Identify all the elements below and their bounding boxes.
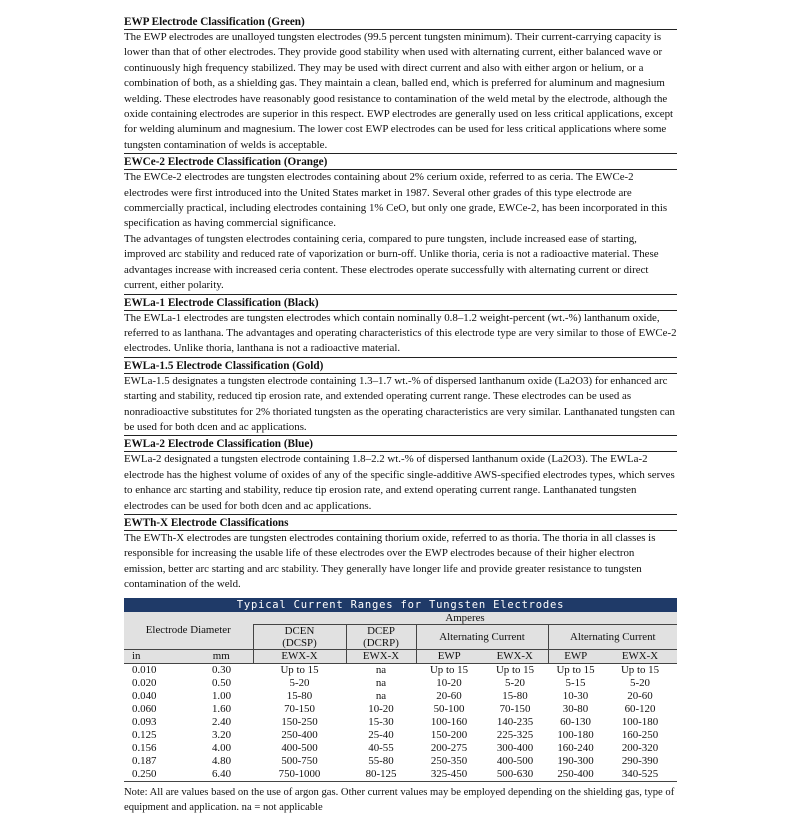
table-row [124,768,677,782]
table-cell: 15-30 [368,716,394,729]
table-cell: 250-400 [281,729,318,742]
table-cell: 100-180 [621,716,659,729]
table-cell: 0.156 [132,742,157,755]
table-cell: Up to 15 [556,664,595,677]
table-cell: 325-450 [416,768,482,782]
section-ewla1 [124,294,677,357]
table-cell: 250-400 [548,768,603,782]
table-row [124,703,677,716]
table-cell: 0.020 [132,677,157,690]
table-cell: 25-40 [368,729,394,742]
table-cell: 0.187 [132,755,157,768]
table-cell: 5-20 [289,677,310,690]
document-page [124,14,677,815]
table-cell: na [375,677,387,690]
section-ewla2 [124,435,677,514]
table-cell: 500-630 [482,768,548,782]
table-cell: 100-180 [557,729,594,742]
section-paragraph: The EWTh-X electrodes are tungsten electrodes containing thorium oxide, referred to as thoria. The thoria in all classes is responsible for increasing the usable life of these electrodes over the EWP electrodes because of their higher electron emission, better arc starting and arc stability. They generally have longer life and provide greater resistance to tungsten contamination of the weld. [124,531,656,591]
table-cell: 0.125 [132,729,157,742]
table-row [124,755,677,768]
table-cell: 70-150 [499,703,531,716]
dcep-subheader: (DCRP) [346,637,416,650]
table-cell: 200-275 [430,742,468,755]
dcen-header: DCEN [253,624,346,637]
table-cell: 140-235 [496,716,534,729]
section-title: EWLa-1 Electrode Classification (Black) [124,295,677,311]
table-cell: 5-15 [565,677,586,690]
table-cell: 6.40 [190,768,253,782]
table-cell: 1.60 [211,703,232,716]
table-cell: 400-500 [496,755,534,768]
table-cell: 225-325 [496,729,534,742]
ac-header-ewp-ewx-2: Alternating Current [548,624,677,649]
table-cell: 750-1000 [253,768,346,782]
table-cell: 10-20 [368,703,394,716]
table-cell: 160-240 [557,742,594,755]
table-cell: 160-250 [621,729,659,742]
table-cell: 50-100 [433,703,465,716]
unit-header: in [124,649,190,663]
section-ewla15 [124,357,677,436]
table-cell: 150-250 [281,716,318,729]
table-cell: 4.00 [211,742,232,755]
section-paragraph: EWLa-2 designated a tungsten electrode containing 1.8–2.2 wt.-% of dispersed lanthanum oxide (La2O3). The EWLa-2 electrode has the highest volume of oxides of any of the specific single-additive AWS-specified electrodes types, which serves to enhance arc starting and stability, reduce tip erosion rate, and extend operating current range. Lanthanated tungsten electrodes can be used for both dcen and ac applications. [124,453,675,512]
electrode-diameter-header: Electrode Diameter [124,612,253,650]
table-cell: 20-60 [627,690,653,703]
table-cell: 100-160 [430,716,468,729]
table-row [124,677,677,690]
section-title: EWLa-1.5 Electrode Classification (Gold) [124,358,677,374]
section-paragraph: The advantages of tungsten electrodes containing ceria, compared to pure tungsten, include increased ease of starting, improved arc stability and reduced rate of vaporization or burn-off. Unlike thoria, ceria is not a radioactive material. These advantages increase with increased ceria content. These electrodes operate successfully with alternating current or direct current, either polarity. [124,232,659,292]
table-cell: 190-300 [557,755,594,768]
section-ewthx [124,514,677,593]
table-cell: 30-80 [562,703,589,716]
section-title: EWP Electrode Classification (Green) [124,14,677,30]
table-row [124,690,677,703]
current-ranges-table [124,598,677,782]
section-paragraph: The EWP electrodes are unalloyed tungsten electrodes (99.5 percent tungsten minimum). Their current-carrying capacity is lower than that of other electrodes. They provide good stability when used with alternating current, either balanced wave or continuously high frequency stabilized. They may be used with direct current and also with either argon or helium, or a combination of both, as a shielding gas. They maintain a clean, balled end, which is preferred for aluminum and magnesium welding. These electrodes have reasonably good resistance to contamination of the weld metal by the electrode, although the oxide containing electrodes are superior in this respect. EWP electrodes are generally used on less critical applications, except for welding aluminum and magnesium. The lower cost EWP electrodes can be used for less critical applications where some tungsten contamination of welds is acceptable. [124,31,674,151]
table-cell: 5-20 [630,677,650,690]
table-cell: 0.060 [132,703,157,716]
unit-header: EWP [548,649,603,663]
table-row [124,716,677,729]
table-cell: Up to 15 [429,664,469,677]
table-cell: 10-30 [562,690,589,703]
table-cell: 70-150 [284,703,315,716]
table-cell: 60-120 [624,703,656,716]
table-cell: 1.00 [211,690,232,703]
table-cell: 20-60 [436,690,462,703]
table-cell: 10-20 [436,677,462,690]
section-paragraph: The EWCe-2 electrodes are tungsten electrodes containing about 2% cerium oxide, referred to as ceria. The EWCe-2 electrodes were first introduced into the United States market in 1987. Several other grades of this type electrode are commercially practical, including electrodes containing 1% CeO, but only one grade, EWCe-2, has been incorporated in this specification as having commercial significance. [124,171,668,230]
section-ewce2 [124,153,677,293]
unit-header: EWX-X [482,649,548,663]
table-row [124,742,677,755]
table-row [124,729,677,742]
table-cell: 0.30 [211,664,232,677]
table-cell: 340-525 [603,768,677,782]
section-ewp [124,14,677,153]
table-cell: 0.250 [124,768,190,782]
table-cell: 80-125 [346,768,416,782]
table-cell: 150-200 [430,729,468,742]
table-cell: na [375,690,387,703]
table-cell: 15-80 [286,690,313,703]
table-cell: 290-390 [621,755,659,768]
table-body [124,663,677,781]
table-row [124,663,677,677]
table-cell: 250-350 [430,755,468,768]
dcen-subheader: (DCSP) [253,637,346,650]
table-cell: 2.40 [211,716,232,729]
table-cell: 300-400 [496,742,534,755]
table-cell: Up to 15 [620,664,660,677]
section-title: EWTh-X Electrode Classifications [124,515,677,531]
table-cell: Up to 15 [280,664,319,677]
unit-header: EWP [416,649,482,663]
section-paragraph: The EWLa-1 electrodes are tungsten electrodes which contain nominally 0.8–1.2 weight-percent (wt.-%) lanthanum oxide, referred to as lanthana. The advantages and operating characteristics of this electrode type are very similar to those of EWCe-2 electrodes. Unlike thoria, lanthana is not a radioactive material. [124,311,677,355]
table-cell: 4.80 [211,755,232,768]
table-cell: Up to 15 [495,664,535,677]
table-cell: 0.040 [132,690,157,703]
table-cell: 55-80 [368,755,394,768]
unit-header: EWX-X [253,649,346,663]
table-cell: 40-55 [368,742,394,755]
table-note: Note: All are values based on the use of argon gas. Other current values may be employed depending on the shielding gas, type of equipment and application. na = not applicable [124,786,675,813]
unit-header: EWX-X [603,649,677,663]
table-cell: 0.010 [132,664,157,677]
unit-header: mm [190,649,253,663]
dcep-header: DCEP [346,624,416,637]
amperes-header: Amperes [253,612,677,625]
table-cell: na [375,664,387,677]
table-title: Typical Current Ranges for Tungsten Electrodes [124,598,677,612]
table-cell: 60-130 [560,716,591,729]
section-title: EWLa-2 Electrode Classification (Blue) [124,436,677,452]
table-cell: 0.093 [132,716,157,729]
table-cell: 15-80 [502,690,528,703]
section-paragraph: EWLa-1.5 designates a tungsten electrode containing 1.3–1.7 wt.-% of dispersed lanthanum oxide (La2O3) for enhanced arc starting and stability, reduced tip erosion rate, and extended operating current range. These electrodes can be used as nonradioactive substitutes for 2% thoriated tungsten as the operating characteristics are very similar. Lanthanated tungsten can be used for both dcen and ac applications. [124,374,676,433]
table-cell: 200-320 [621,742,659,755]
unit-header: EWX-X [346,649,416,663]
table-cell: 0.50 [211,677,232,690]
table-cell: 3.20 [211,729,232,742]
section-title: EWCe-2 Electrode Classification (Orange) [124,154,677,170]
table-cell: 500-750 [281,755,318,768]
table-cell: 400-500 [281,742,318,755]
ac-header-ewp-ewx: Alternating Current [416,624,548,649]
table-cell: 5-20 [505,677,525,690]
